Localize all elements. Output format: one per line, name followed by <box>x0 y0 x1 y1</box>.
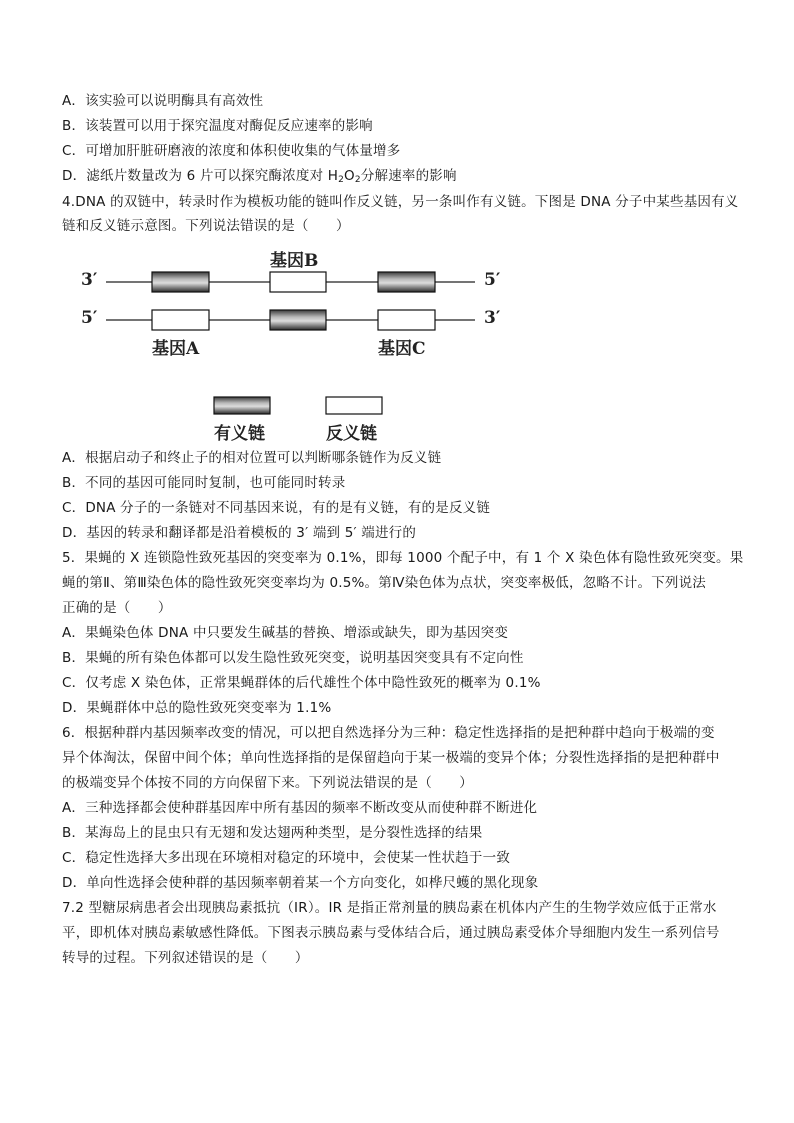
q3-option-b: B．该装置可以用于探究温度对酶促反应速率的影响 <box>62 118 373 134</box>
gene-c-label: 基因C <box>378 339 426 359</box>
q6-stem-line1: 6．根据种群内基因频率改变的情况，可以把自然选择分为三种：稳定性选择指的是把种群中趋向于极端的变 <box>62 725 715 741</box>
legend-sense-label: 有义链 <box>214 424 265 444</box>
gene-a-antisense-segment <box>152 310 209 330</box>
q7-stem-line1: 7.2 型糖尿病患者会出现胰岛素抵抗（IR）。IR 是指正常剂量的胰岛素在机体内产生的生物学效应低于正常水 <box>62 900 717 916</box>
top-strand-right-end: 5′ <box>484 270 501 290</box>
gene-b-sense-segment <box>270 310 326 330</box>
q4-option-d: D．基因的转录和翻译都是沿着模板的 3′ 端到 5′ 端进行的 <box>62 525 417 541</box>
dna-gene-diagram <box>0 240 794 450</box>
bottom-strand-right-end: 3′ <box>484 308 501 328</box>
q3-option-d: D．滤纸片数量改为 6 片可以探究酶浓度对 $H_2O_2$分解速率的影响 <box>62 168 457 185</box>
gene-c-antisense-segment <box>378 310 435 330</box>
bottom-strand-left-end: 5′ <box>81 308 98 328</box>
legend-sense-swatch <box>214 397 270 414</box>
q5-option-a: A．果蝇染色体 DNA 中只要发生碱基的替换、增添或缺失，即为基因突变 <box>62 625 509 641</box>
q5-stem-line2: 蝇的第Ⅱ、第Ⅲ染色体的隐性致死突变率均为 0.5%。第Ⅳ染色体为点状，突变率极低，忽略不计。下列说法 <box>62 575 706 591</box>
legend-antisense-swatch <box>326 397 382 414</box>
top-strand-left-end: 3′ <box>81 270 98 290</box>
gene-a-label: 基因A <box>152 339 200 359</box>
q4-stem-line2: 链和反义链示意图。下列说法错误的是（ ） <box>62 218 350 234</box>
q5-option-d: D．果蝇群体中总的隐性致死突变率为 1.1% <box>62 700 332 716</box>
q6-stem-line3: 的极端变异个体按不同的方向保留下来。下列说法错误的是（ ） <box>62 775 473 791</box>
q5-option-b: B．果蝇的所有染色体都可以发生隐性致死突变，说明基因突变具有不定向性 <box>62 650 524 666</box>
q4-option-b: B．不同的基因可能同时复制，也可能同时转录 <box>62 475 346 491</box>
gene-c-sense-segment <box>378 272 435 292</box>
q5-stem-line1: 5．果蝇的 X 连锁隐性致死基因的突变率为 0.1%，即每 1000 个配子中，有 1 个 X 染色体有隐性致死突变。果 <box>62 550 744 566</box>
q5-stem-line3: 正确的是（ ） <box>62 600 172 616</box>
q6-option-d: D．单向性选择会使种群的基因频率朝着某一个方向变化，如桦尺蠖的黑化现象 <box>62 875 539 891</box>
q4-stem-line1: 4.DNA 的双链中，转录时作为模板功能的链叫作反义链，另一条叫作有义链。下图是 DNA 分子中某些基因有义 <box>62 194 739 210</box>
q6-option-b: B．某海岛上的昆虫只有无翅和发达翅两种类型，是分裂性选择的结果 <box>62 825 483 841</box>
q4-option-c: C．DNA 分子的一条链对不同基因来说，有的是有义链，有的是反义链 <box>62 500 491 516</box>
gene-b-label: 基因B <box>270 251 319 271</box>
q6-option-c: C．稳定性选择大多出现在环境相对稳定的环境中，会使某一性状趋于一致 <box>62 850 511 866</box>
q6-option-a: A．三种选择都会使种群基因库中所有基因的频率不断改变从而使种群不断进化 <box>62 800 538 816</box>
q7-stem-line3: 转导的过程。下列叙述错误的是（ ） <box>62 950 309 966</box>
q3-option-a: A．该实验可以说明酶具有高效性 <box>62 93 264 109</box>
gene-b-antisense-segment <box>270 272 326 292</box>
q3-option-c: C．可增加肝脏研磨液的浓度和体积使收集的气体量增多 <box>62 143 401 159</box>
q4-option-a: A．根据启动子和终止子的相对位置可以判断哪条链作为反义链 <box>62 450 442 466</box>
q6-stem-line2: 异个体淘汰，保留中间个体；单向性选择指的是保留趋向于某一极端的变异个体；分裂性选择指的是把种群中 <box>62 750 720 766</box>
gene-a-sense-segment <box>152 272 209 292</box>
q7-stem-line2: 平，即机体对胰岛素敏感性降低。下图表示胰岛素与受体结合后，通过胰岛素受体介导细胞内发生一系列信号 <box>62 925 720 941</box>
legend-antisense-label: 反义链 <box>326 424 377 444</box>
q5-option-c: C．仅考虑 X 染色体，正常果蝇群体的后代雄性个体中隐性致死的概率为 0.1% <box>62 675 541 691</box>
